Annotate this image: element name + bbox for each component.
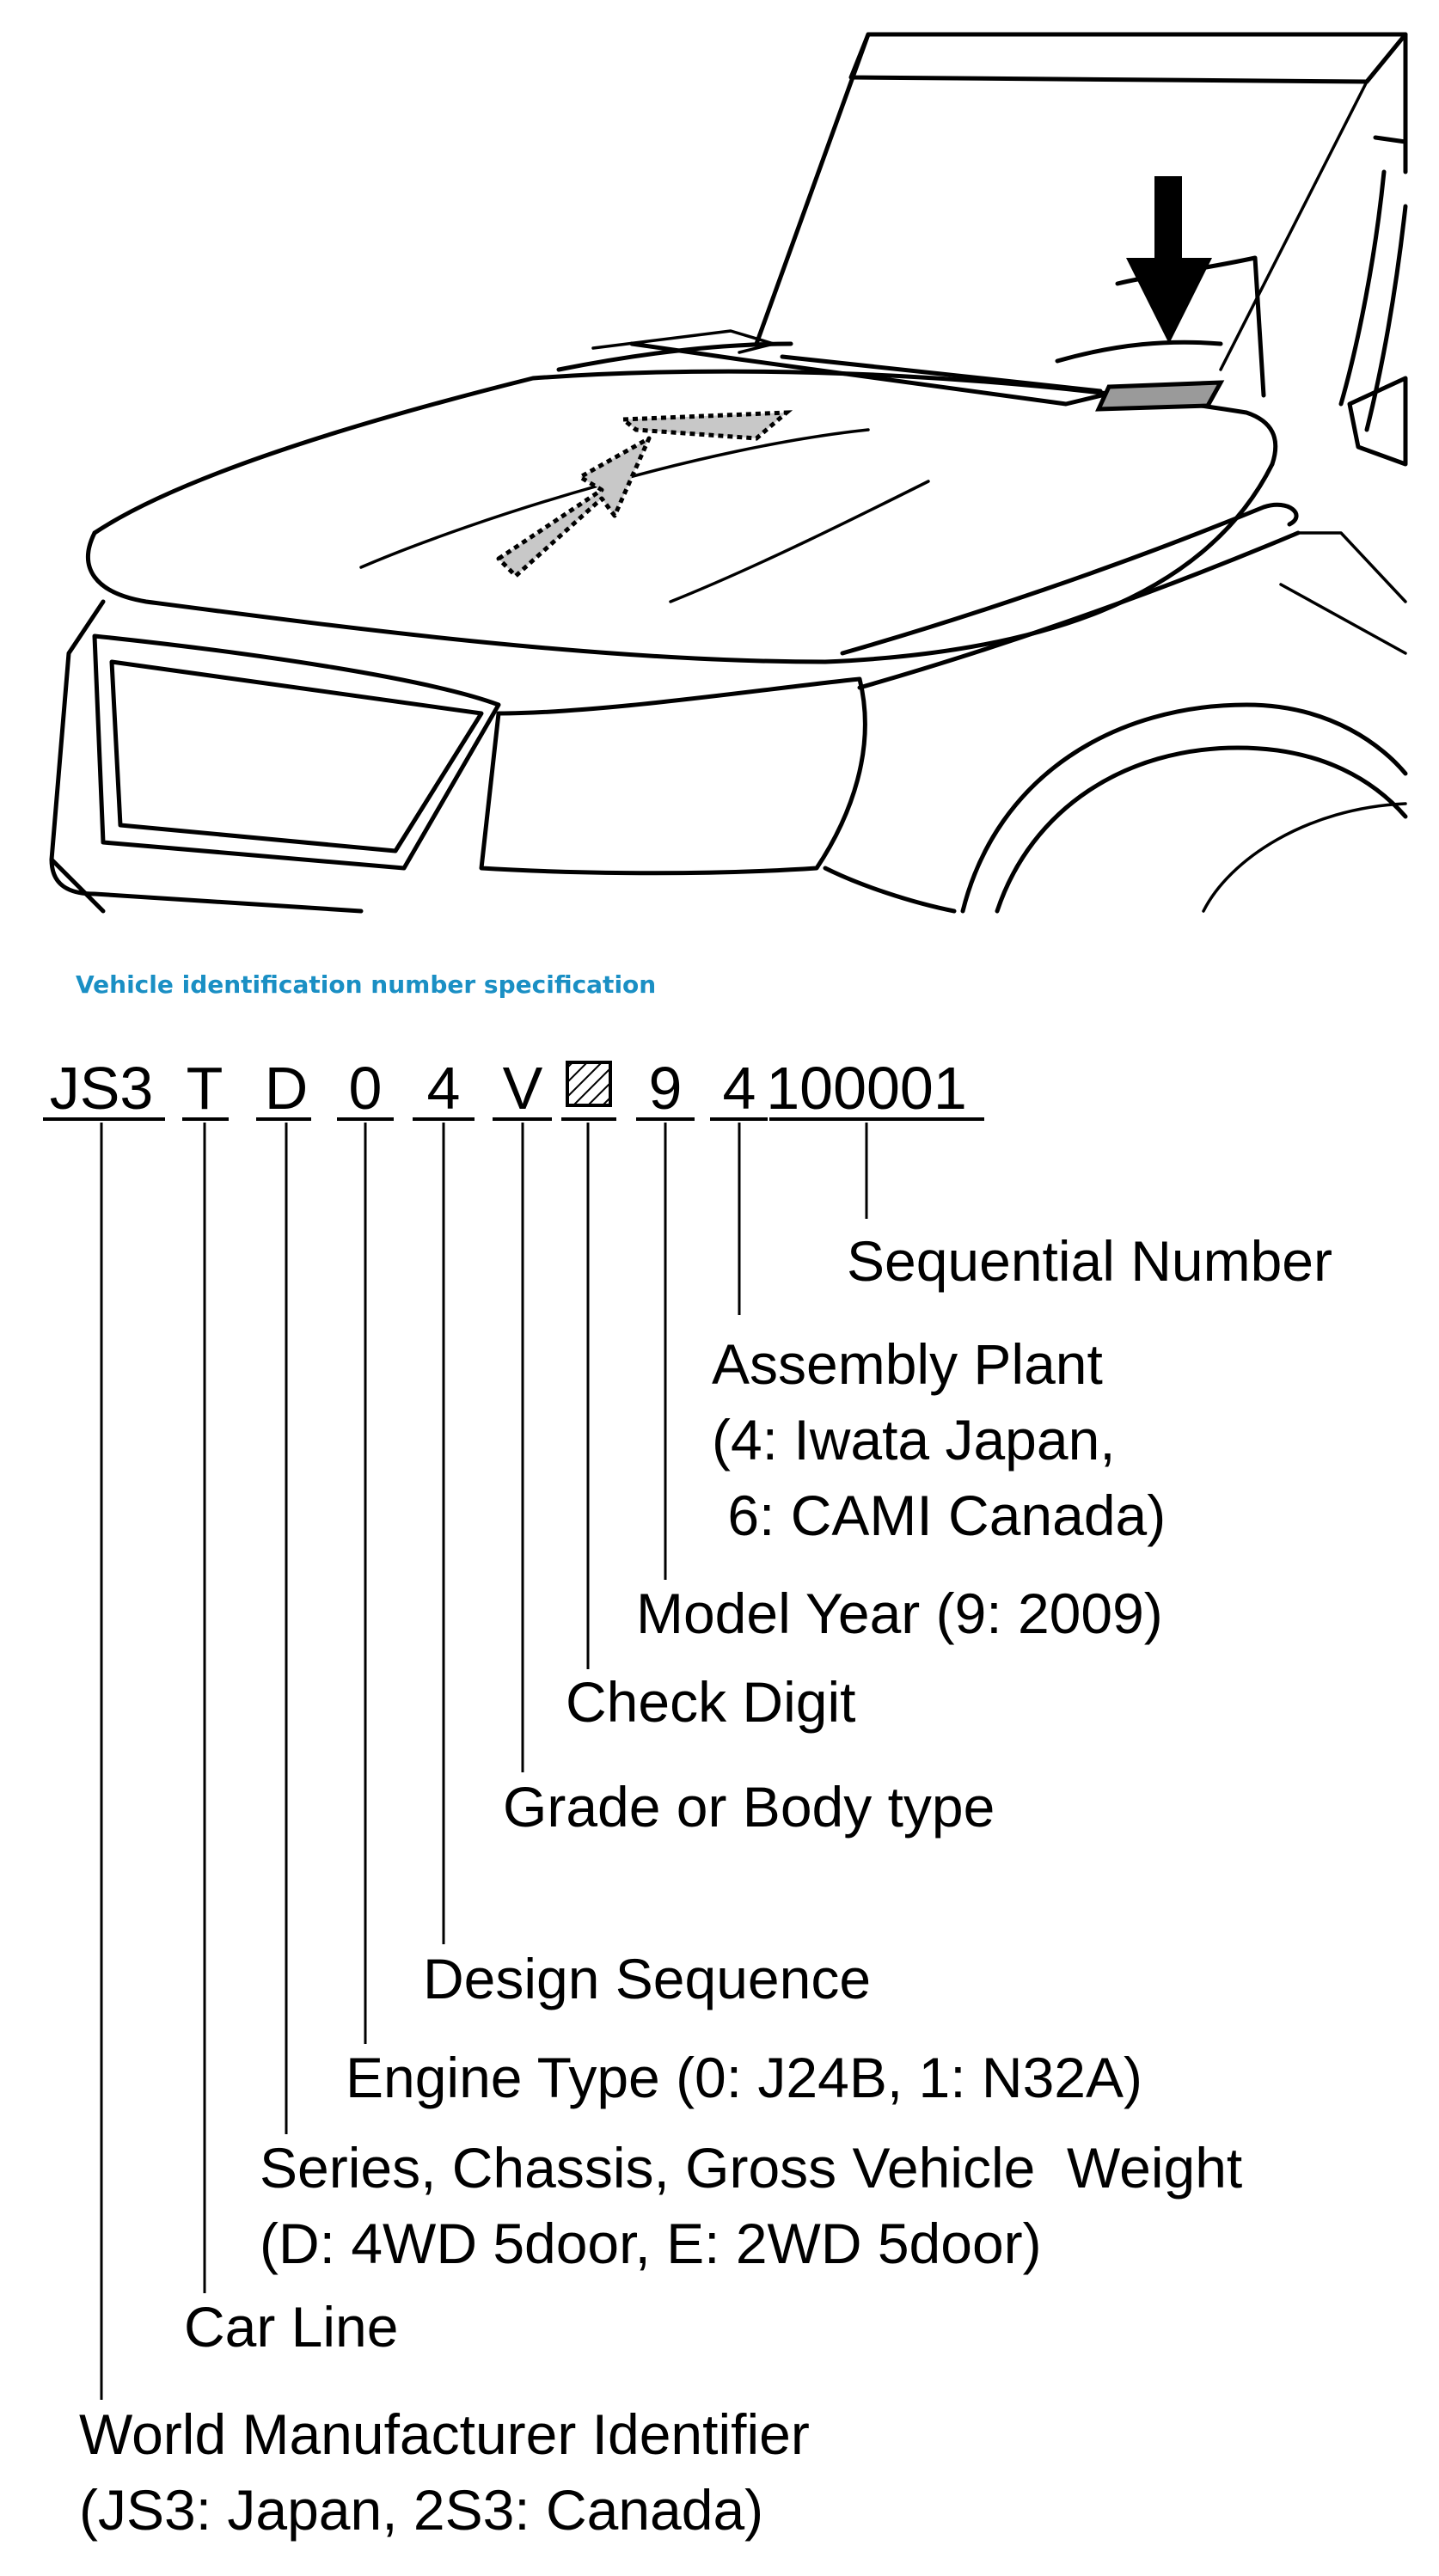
vin-segment-sequential: 100001 [766, 1055, 967, 1122]
hatched-box-icon [567, 1062, 610, 1105]
label-sequential: Sequential Number [847, 1229, 1332, 1293]
vin-segment-model-year: 9 [648, 1055, 683, 1122]
label-assembly-line-3: 6: CAMI Canada) [712, 1484, 1167, 1547]
vin-segment-series: D [264, 1055, 309, 1122]
dotted-arrow-icon [499, 438, 649, 576]
vin-segment-design: 4 [426, 1055, 461, 1122]
label-model-year: Model Year (9: 2009) [636, 1582, 1163, 1645]
label-assembly: Assembly Plant [712, 1332, 1103, 1396]
label-engine: Engine Type (0: J24B, 1: N32A) [346, 2046, 1142, 2109]
vin-segment-grade: V [502, 1055, 543, 1122]
label-series-line-2: (D: 4WD 5door, E: 2WD 5door) [260, 2212, 1042, 2275]
label-wmi: World Manufacturer Identifier [79, 2402, 810, 2466]
label-check-digit: Check Digit [566, 1670, 856, 1734]
vin-segment-engine: 0 [348, 1055, 383, 1122]
down-arrow-icon [1126, 176, 1212, 344]
vin-field-labels [79, 1229, 1332, 2542]
label-wmi-line-2: (JS3: Japan, 2S3: Canada) [79, 2478, 764, 2542]
figure-caption: Vehicle identification number specification [76, 970, 657, 999]
label-assembly-line-2: (4: Iwata Japan, [712, 1408, 1116, 1472]
vin-code [43, 1055, 984, 1122]
alternate-vin-location [623, 413, 787, 438]
label-design: Design Sequence [423, 1947, 872, 2010]
leader-lines [101, 1123, 866, 2400]
vin-plate-location [1099, 382, 1221, 409]
label-car-line: Car Line [184, 2295, 399, 2359]
car-illustration [52, 34, 1405, 911]
vin-segment-car-line: T [186, 1055, 224, 1122]
vin-segment-wmi: JS3 [49, 1055, 154, 1122]
vin-segment-plant: 4 [722, 1055, 756, 1122]
label-series: Series, Chassis, Gross Vehicle Weight [260, 2136, 1243, 2200]
label-grade: Grade or Body type [503, 1775, 995, 1839]
